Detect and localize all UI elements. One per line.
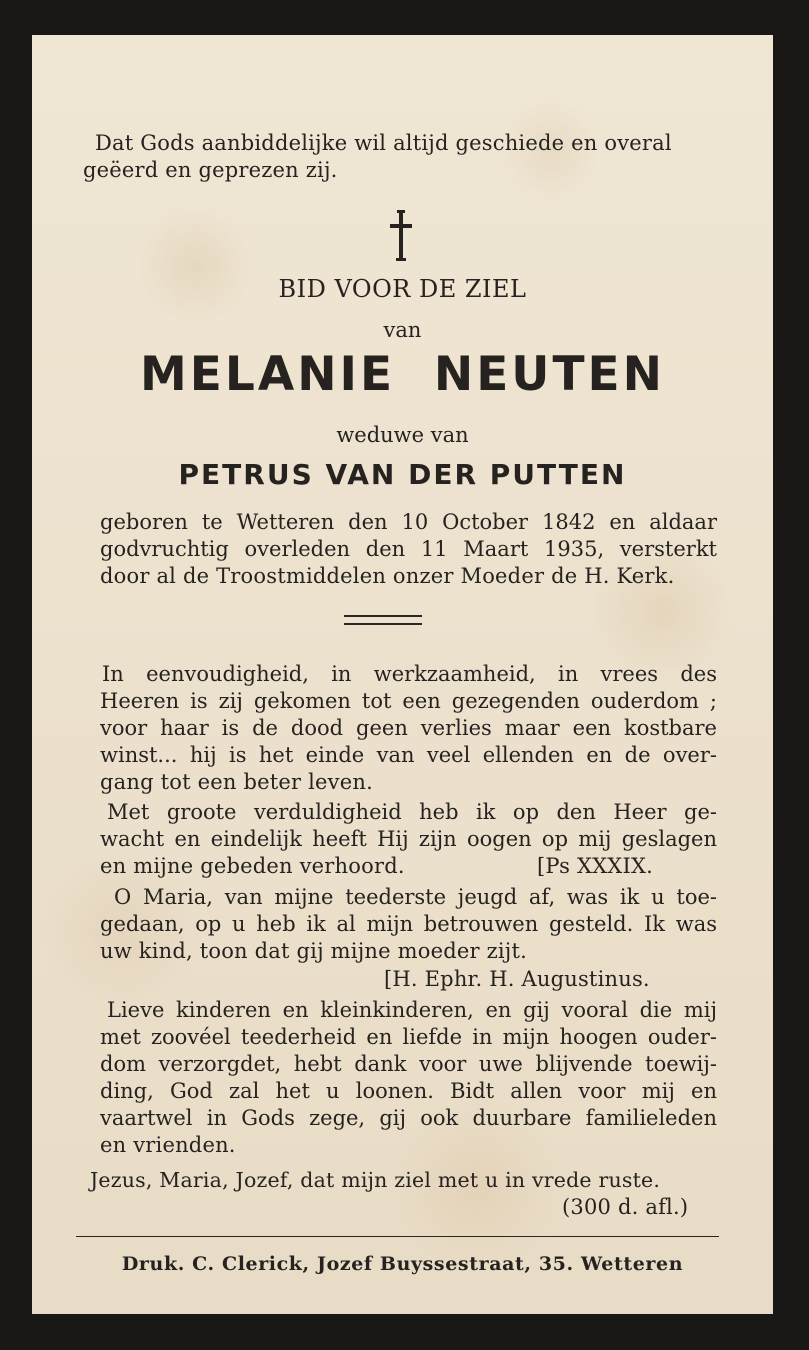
paragraph2-line-1: Met groote verduldigheid heb ik op den Heer ge-: [107, 800, 717, 824]
details-line-3: door al de Troostmiddelen onzer Moeder de H. Kerk.: [100, 564, 675, 588]
paragraph3-line-1: O Maria, van mijne teederste jeugd af, was ik u toe-: [114, 885, 717, 909]
paragraph4-line-6: en vrienden.: [100, 1133, 236, 1157]
motto-line-2: geëerd en geprezen zij.: [83, 158, 338, 182]
printer-imprint: Druk. C. Clerick, Jozef Buyssestraat, 35. Wetteren: [121, 1253, 684, 1275]
paragraph2-line-2: wacht en eindelijk heeft Hij zijn oogen op mij geslagen: [100, 827, 717, 851]
paragraph3-reference: [H. Ephr. H. Augustinus.: [384, 967, 650, 991]
paragraph2-reference: [Ps XXXIX.: [537, 854, 653, 878]
deceased-name: MELANIE NEUTEN: [140, 347, 665, 402]
widow-of-label: weduwe van: [336, 423, 469, 447]
closing-prayer: Jezus, Maria, Jozef, dat mijn ziel met u in vrede ruste.: [90, 1168, 661, 1192]
details-line-2: godvruchtig overleden den 11 Maart 1935, versterkt: [100, 537, 717, 561]
details-line-1: geboren te Wetteren den 10 October 1842 en aldaar: [100, 510, 717, 534]
paragraph4-line-3: dom verzorgdet, hebt dank voor uwe blijvende toewij-: [100, 1052, 717, 1076]
paragraph4-line-5: vaartwel in Gods zege, gij ook duurbare familieleden: [100, 1106, 717, 1130]
pray-heading: BID VOOR DE ZIEL: [278, 275, 527, 303]
paragraph1-line-5: gang tot een beter leven.: [100, 770, 373, 794]
paragraph4-line-2: met zoovéel teederheid en liefde in mijn hoogen ouder-: [100, 1025, 717, 1049]
of-label: van: [383, 318, 422, 342]
husband-name: PETRUS VAN DER PUTTEN: [178, 458, 627, 491]
memorial-card: [32, 35, 773, 1314]
paragraph4-line-1: Lieve kinderen en kleinkinderen, en gij vooral die mij: [107, 998, 717, 1022]
paragraph1-line-4: winst... hij is het einde van veel ellenden en de over-: [100, 743, 717, 767]
indulgence-note: (300 d. afl.): [562, 1195, 689, 1219]
divider-top: [344, 615, 422, 617]
paragraph4-line-4: ding, God zal het u loonen. Bidt allen voor mij en: [100, 1079, 717, 1103]
paragraph1-line-1: In eenvoudigheid, in werkzaamheid, in vrees des: [102, 662, 717, 686]
latin-cross-icon: [388, 210, 414, 262]
paragraph1-line-3: voor haar is de dood geen verlies maar een kostbare: [100, 716, 717, 740]
divider-bottom: [344, 623, 422, 625]
paragraph3-line-2: gedaan, op u heb ik al mijn betrouwen gesteld. Ik was: [100, 912, 717, 936]
paragraph2-line-3: en mijne gebeden verhoord.: [100, 854, 405, 878]
paragraph1-line-2: Heeren is zij gekomen tot een gezegenden ouderdom ;: [100, 689, 717, 713]
footer-rule: [76, 1236, 719, 1237]
paragraph3-line-3: uw kind, toon dat gij mijne moeder zijt.: [100, 939, 528, 963]
motto-line-1: Dat Gods aanbiddelijke wil altijd geschiede en overal: [95, 131, 672, 155]
